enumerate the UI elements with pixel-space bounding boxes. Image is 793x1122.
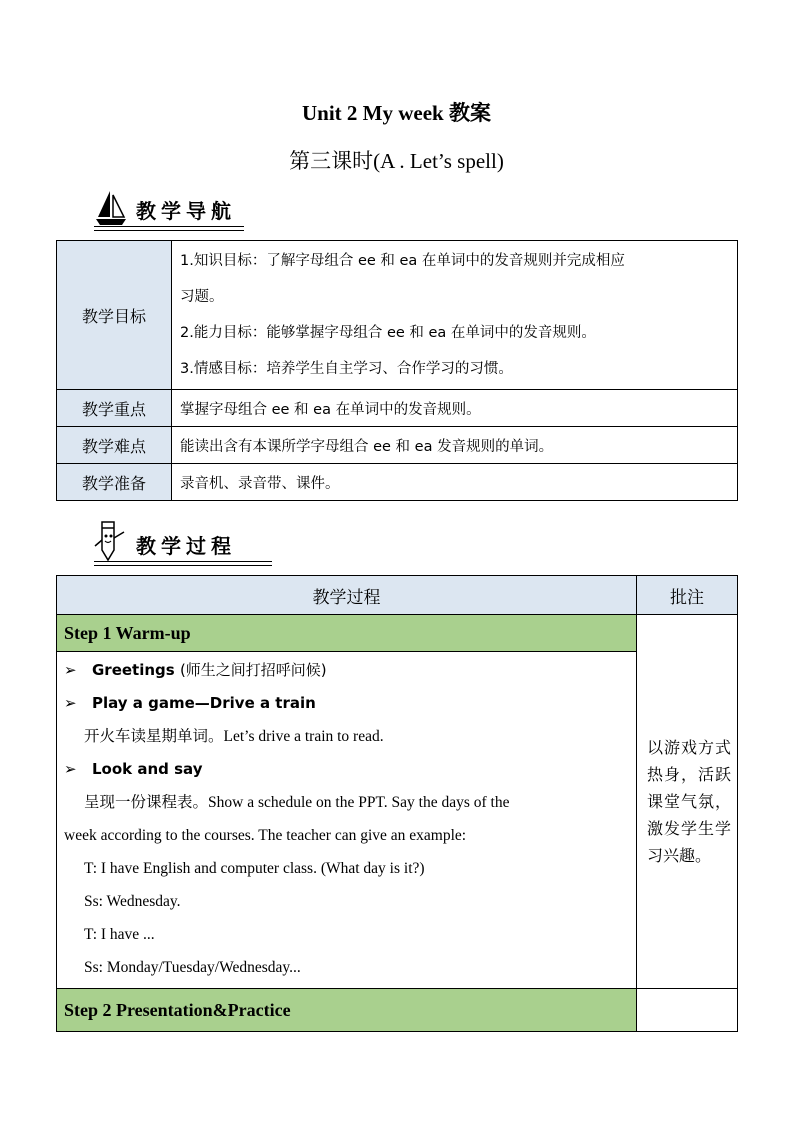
nav-section-title: 教学导航 bbox=[136, 199, 236, 223]
key-points-cell: 掌握字母组合 ee 和 ea 在单词中的发音规则。 bbox=[172, 390, 738, 427]
arrow-bullet-icon: ➢ bbox=[64, 760, 77, 778]
list-item bbox=[64, 687, 630, 720]
nav-section-header bbox=[92, 187, 244, 231]
annotation-cell: 以游戏方式热身，活跃课堂气氛，激发学生学习兴趣。 bbox=[637, 615, 738, 989]
row-label: 教学难点 bbox=[57, 427, 172, 464]
objective-line: 1.知识目标：了解字母组合 ee 和 ea 在单词中的发音规则并完成相应 bbox=[180, 253, 625, 269]
objective-line: 习题。 bbox=[180, 289, 224, 305]
list-item bbox=[64, 753, 630, 786]
table-row bbox=[57, 464, 738, 501]
dialog-line: T: I have English and computer class. (What day is it?) bbox=[84, 860, 425, 877]
table-row bbox=[57, 427, 738, 464]
arrow-bullet-icon: ➢ bbox=[64, 694, 77, 712]
table-row bbox=[57, 390, 738, 427]
table-row bbox=[57, 652, 738, 989]
dialog-line: T: I have ... bbox=[84, 926, 155, 943]
bullet-title: Play a game—Drive a train bbox=[92, 694, 316, 712]
sailboat-icon bbox=[92, 187, 132, 229]
list-item bbox=[64, 654, 630, 687]
row-label: 教学准备 bbox=[57, 464, 172, 501]
step-title: Step 2 Presentation&Practice bbox=[57, 989, 637, 1032]
process-section-header bbox=[92, 522, 272, 566]
bullet-note: (师生之间打招呼问候) bbox=[179, 661, 327, 679]
table-row bbox=[57, 989, 738, 1032]
dialog-line: Ss: Wednesday. bbox=[84, 893, 181, 910]
content-line: 开火车读星期单词。Let’s drive a train to read. bbox=[84, 728, 384, 745]
document-subtitle: 第三课时(A . Let’s spell) bbox=[289, 149, 504, 173]
teaching-navigation-table bbox=[56, 240, 738, 501]
arrow-bullet-icon: ➢ bbox=[64, 661, 77, 679]
table-header-row bbox=[57, 576, 738, 615]
table-row bbox=[57, 615, 738, 652]
process-column-header: 教学过程 bbox=[57, 576, 637, 615]
process-section-title: 教学过程 bbox=[136, 534, 236, 558]
pencil-mascot-icon bbox=[92, 520, 132, 564]
row-label: 教学重点 bbox=[57, 390, 172, 427]
objectives-cell bbox=[172, 241, 738, 390]
difficulties-cell: 能读出含有本课所学字母组合 ee 和 ea 发音规则的单词。 bbox=[172, 427, 738, 464]
document-title: Unit 2 My week 教案 bbox=[302, 101, 491, 125]
step-title: Step 1 Warm-up bbox=[57, 615, 637, 652]
row-label: 教学目标 bbox=[57, 241, 172, 390]
objective-line: 3.情感目标：培养学生自主学习、合作学习的习惯。 bbox=[180, 361, 513, 377]
preparation-cell: 录音机、录音带、课件。 bbox=[172, 464, 738, 501]
section-divider bbox=[94, 561, 272, 566]
bullet-title: Look and say bbox=[92, 760, 203, 778]
annotation-cell bbox=[637, 989, 738, 1032]
bullet-title: Greetings bbox=[92, 661, 175, 679]
objective-line: 2.能力目标：能够掌握字母组合 ee 和 ea 在单词中的发音规则。 bbox=[180, 325, 596, 341]
section-divider bbox=[94, 226, 244, 231]
table-row bbox=[57, 241, 738, 390]
teaching-process-table bbox=[56, 575, 738, 1032]
step-content bbox=[57, 652, 637, 989]
dialog-line: Ss: Monday/Tuesday/Wednesday... bbox=[84, 959, 301, 976]
notes-column-header: 批注 bbox=[637, 576, 738, 615]
content-line: week according to the courses. The teacher can give an example: bbox=[64, 827, 467, 844]
content-line: 呈现一份课程表。Show a schedule on the PPT. Say the days of the bbox=[84, 794, 510, 811]
